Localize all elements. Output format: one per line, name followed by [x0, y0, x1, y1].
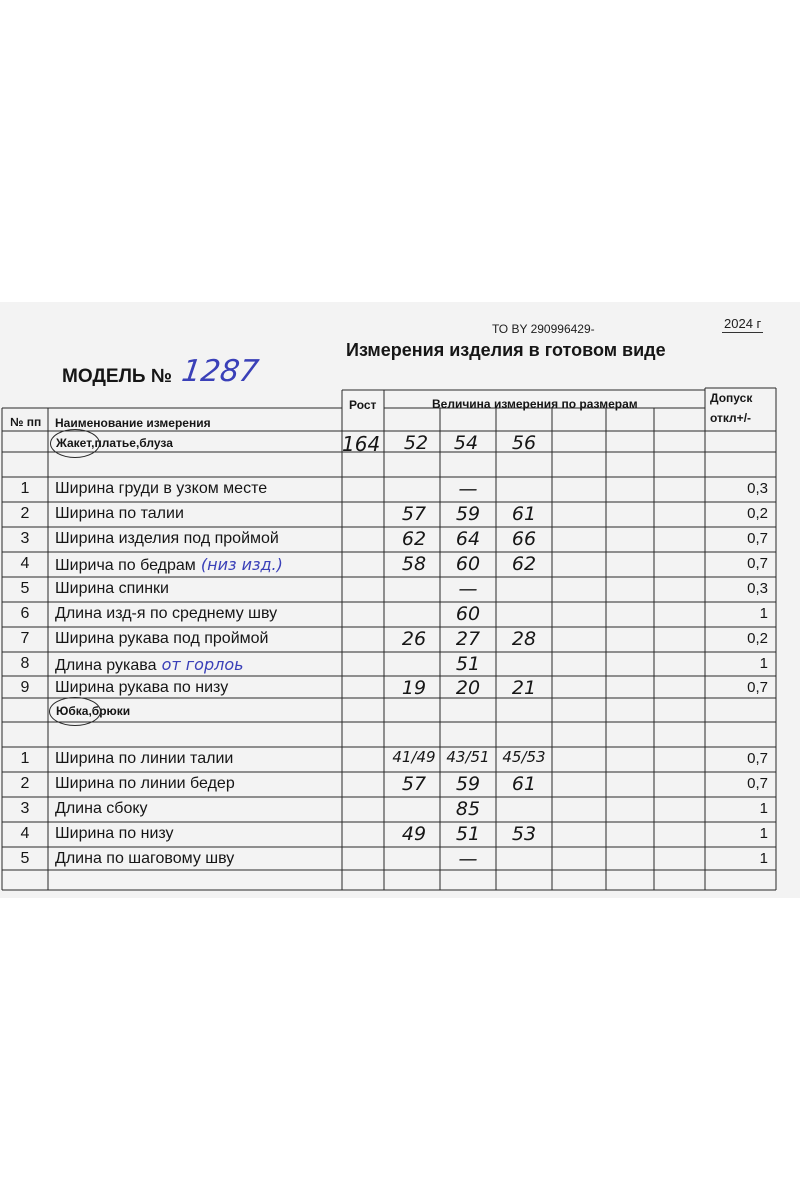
measurement-name: Длина сбоку: [55, 800, 148, 817]
size-header: 54: [453, 432, 479, 454]
row-number: 4: [20, 825, 30, 842]
row-number: 1: [20, 750, 30, 767]
measurement-value: 85: [455, 798, 481, 820]
measurement-value: 61: [511, 773, 537, 795]
column-header-name: Наименование измерения: [55, 416, 211, 430]
column-header-number: № пп: [10, 415, 42, 429]
row-number: 3: [20, 530, 30, 547]
measurement-sheet: [0, 302, 800, 898]
measurement-name: Ширина по линии талии: [55, 750, 234, 767]
measurement-value: 57: [401, 773, 427, 795]
tolerance-value: 1: [759, 655, 768, 672]
tolerance-value: 0,7: [747, 775, 768, 792]
tolerance-value: 0,3: [747, 580, 768, 597]
measurement-value: 20: [455, 677, 481, 699]
column-header-tolerance-sign: откл+/-: [710, 411, 752, 425]
row-number: 2: [20, 775, 30, 792]
model-label: МОДЕЛЬ №: [62, 366, 173, 387]
measurement-value: 51: [455, 653, 481, 675]
measurement-name: Ширина груди в узком месте: [55, 480, 268, 497]
measurement-value: 26: [401, 628, 427, 650]
measurement-name: Ширина спинки: [55, 580, 169, 597]
row-number: 1: [20, 480, 30, 497]
measurement-value: 45/53: [502, 748, 546, 766]
row-number: 5: [20, 580, 30, 597]
measurement-name: Длина по шаговому шву: [55, 850, 235, 867]
measurement-name: Ширина изделия под проймой: [55, 530, 279, 547]
measurement-value: 62: [511, 553, 537, 575]
size-header: 56: [511, 432, 537, 454]
year-label: 2024 г: [724, 316, 762, 331]
tolerance-value: 1: [759, 800, 768, 817]
section-title-jacket: Жакет,платье,блуза: [56, 436, 173, 450]
measurement-value: 41/49: [392, 748, 436, 766]
measurement-name: Ширина рукава под проймой: [55, 630, 269, 647]
measurement-value: 43/51: [446, 748, 490, 766]
measurement-value: 27: [455, 628, 481, 650]
measurement-value: —: [458, 848, 478, 870]
row-number: 7: [20, 630, 30, 647]
measurement-value: 60: [455, 553, 481, 575]
row-number: 3: [20, 800, 30, 817]
model-number: 1287: [179, 354, 261, 389]
measurement-value: 58: [401, 553, 427, 575]
measurement-value: 66: [511, 528, 537, 550]
measurement-value: —: [458, 478, 478, 500]
measurement-name: Ширича по бедрам (низ изд.): [55, 555, 283, 574]
measurement-value: 49: [401, 823, 427, 845]
measurement-name: Длина рукава от горлоь: [55, 655, 244, 674]
row-number: 2: [20, 505, 30, 522]
measurement-value: —: [458, 578, 478, 600]
column-header-sizes: Величина измерения по размерам: [432, 397, 638, 411]
row-number: 9: [20, 679, 30, 696]
tolerance-value: 1: [759, 850, 768, 867]
measurement-value: 28: [511, 628, 537, 650]
column-header-tolerance: Допуск: [710, 391, 753, 405]
measurement-value: 59: [455, 503, 481, 525]
tolerance-value: 1: [759, 825, 768, 842]
row-number: 8: [20, 655, 30, 672]
measurement-name: Длина изд-я по среднему шву: [55, 605, 278, 622]
size-header: 52: [403, 432, 429, 454]
measurement-value: 64: [455, 528, 481, 550]
measurement-name: Ширина по талии: [55, 505, 184, 522]
pen-circle-mark: [50, 429, 100, 458]
row-number: 4: [20, 555, 30, 572]
handwritten-note: от горлоь: [156, 655, 244, 674]
handwritten-note: (низ изд.): [195, 555, 283, 574]
measurement-value: 62: [401, 528, 427, 550]
measurement-value: 60: [455, 603, 481, 625]
tolerance-value: 0,7: [747, 555, 768, 572]
measurement-name: Ширина по линии бедер: [55, 775, 235, 792]
document-reference: ТО BY 290996429-: [492, 322, 595, 336]
pen-circle-mark: [49, 697, 101, 726]
tolerance-value: 0,3: [747, 480, 768, 497]
measurement-value: 53: [511, 823, 537, 845]
tolerance-value: 0,7: [747, 750, 768, 767]
measurement-name: Ширина по низу: [55, 825, 174, 842]
height-value: 164: [342, 432, 381, 456]
row-number: 5: [20, 850, 30, 867]
column-header-height: Рост: [349, 398, 377, 412]
measurement-value: 59: [455, 773, 481, 795]
document-title: Измерения изделия в готовом виде: [346, 340, 666, 360]
measurement-value: 19: [401, 677, 427, 699]
section-title-skirt: Юбка,брюки: [56, 704, 131, 718]
tolerance-value: 0,2: [747, 630, 768, 647]
row-number: 6: [20, 605, 30, 622]
measurement-value: 61: [511, 503, 537, 525]
measurement-value: 57: [401, 503, 427, 525]
tolerance-value: 0,7: [747, 530, 768, 547]
measurement-value: 21: [511, 677, 537, 699]
measurement-value: 51: [455, 823, 481, 845]
measurement-name: Ширина рукава по низу: [55, 679, 229, 696]
tolerance-value: 0,2: [747, 505, 768, 522]
tolerance-value: 1: [759, 605, 768, 622]
tolerance-value: 0,7: [747, 679, 768, 696]
